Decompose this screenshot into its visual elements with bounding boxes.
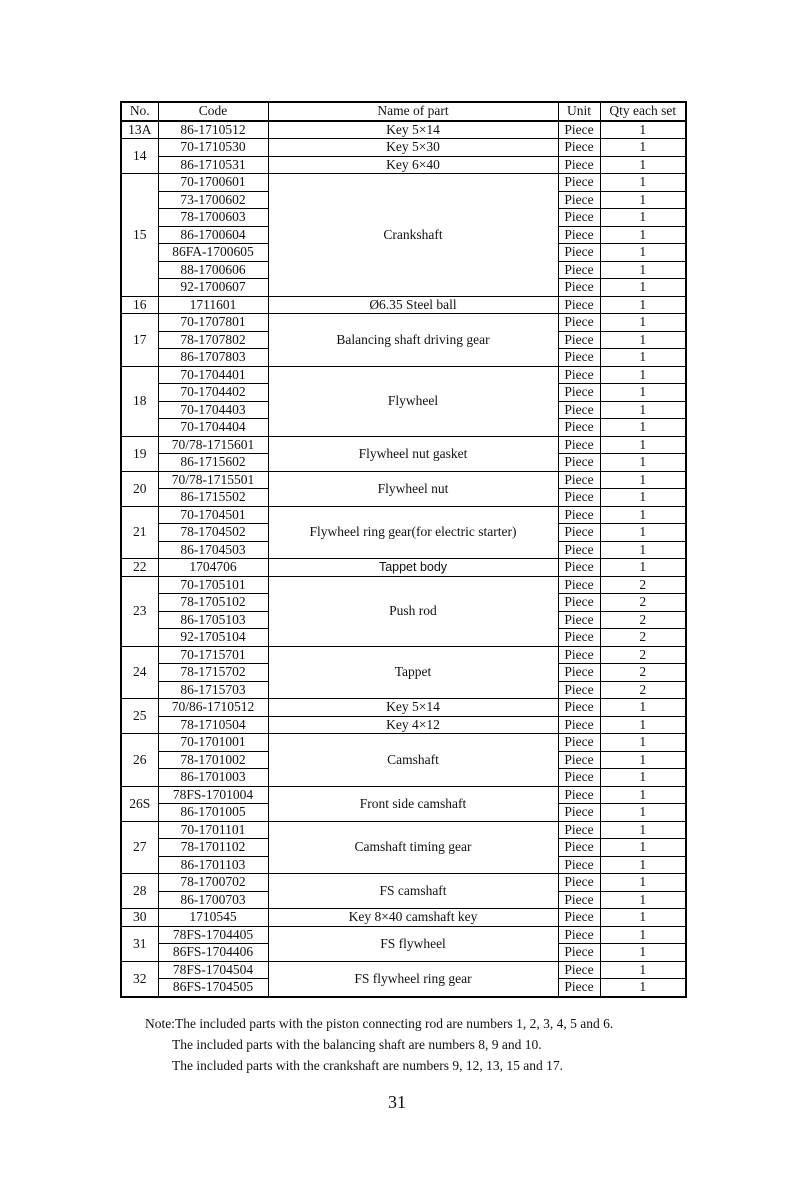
- parts-table: [120, 101, 687, 998]
- cell-qty: 1: [600, 296, 686, 314]
- cell-code: 86-1715703: [158, 681, 268, 699]
- cell-code: 86FS-1704505: [158, 979, 268, 997]
- cell-qty: 1: [600, 436, 686, 454]
- cell-no: 21: [121, 506, 158, 559]
- cell-code: 78-1700603: [158, 209, 268, 227]
- cell-qty: 1: [600, 191, 686, 209]
- cell-qty: 1: [600, 769, 686, 787]
- cell-qty: 1: [600, 524, 686, 542]
- cell-unit: Piece: [558, 874, 600, 892]
- cell-no: 30: [121, 909, 158, 927]
- cell-name: Front side camshaft: [268, 786, 558, 821]
- cell-code: 86-1704503: [158, 541, 268, 559]
- cell-code: 78-1701002: [158, 751, 268, 769]
- table-row: [121, 734, 686, 752]
- header-name: Name of part: [268, 102, 558, 121]
- cell-name: Key 5×14: [268, 121, 558, 139]
- table-row: [121, 156, 686, 174]
- cell-name: Key 8×40 camshaft key: [268, 909, 558, 927]
- cell-code: 78-1715702: [158, 664, 268, 682]
- cell-name: Flywheel: [268, 366, 558, 436]
- cell-code: 86FS-1704406: [158, 944, 268, 962]
- table-row: [121, 314, 686, 332]
- cell-unit: Piece: [558, 944, 600, 962]
- cell-no: 19: [121, 436, 158, 471]
- table-row: [121, 874, 686, 892]
- cell-code: 86-1715602: [158, 454, 268, 472]
- cell-name: Key 5×30: [268, 139, 558, 157]
- cell-qty: 1: [600, 734, 686, 752]
- cell-qty: 1: [600, 261, 686, 279]
- cell-name: Flywheel nut: [268, 471, 558, 506]
- cell-unit: Piece: [558, 891, 600, 909]
- cell-code: 78-1700702: [158, 874, 268, 892]
- cell-name: Camshaft timing gear: [268, 821, 558, 874]
- cell-code: 92-1700607: [158, 279, 268, 297]
- cell-code: 86-1707803: [158, 349, 268, 367]
- cell-code: 70-1707801: [158, 314, 268, 332]
- cell-qty: 1: [600, 786, 686, 804]
- cell-unit: Piece: [558, 961, 600, 979]
- note: [145, 1013, 613, 1076]
- cell-unit: Piece: [558, 226, 600, 244]
- table-row: [121, 646, 686, 664]
- cell-unit: Piece: [558, 314, 600, 332]
- table-row: [121, 909, 686, 927]
- cell-qty: 1: [600, 559, 686, 577]
- cell-no: 26S: [121, 786, 158, 821]
- header-no: No.: [121, 102, 158, 121]
- cell-unit: Piece: [558, 174, 600, 192]
- cell-unit: Piece: [558, 524, 600, 542]
- cell-unit: Piece: [558, 734, 600, 752]
- cell-no: 22: [121, 559, 158, 577]
- cell-name: Crankshaft: [268, 174, 558, 297]
- cell-no: 15: [121, 174, 158, 297]
- cell-no: 20: [121, 471, 158, 506]
- cell-unit: Piece: [558, 926, 600, 944]
- table-header-row: [121, 102, 686, 121]
- cell-qty: 1: [600, 366, 686, 384]
- cell-code: 70-1701101: [158, 821, 268, 839]
- cell-name: Key 6×40: [268, 156, 558, 174]
- cell-qty: 2: [600, 576, 686, 594]
- cell-unit: Piece: [558, 786, 600, 804]
- cell-unit: Piece: [558, 279, 600, 297]
- cell-no: 32: [121, 961, 158, 997]
- cell-name: Flywheel nut gasket: [268, 436, 558, 471]
- cell-name: Push rod: [268, 576, 558, 646]
- cell-qty: 1: [600, 909, 686, 927]
- cell-unit: Piece: [558, 156, 600, 174]
- cell-code: 78-1710504: [158, 716, 268, 734]
- table-row: [121, 576, 686, 594]
- cell-no: 18: [121, 366, 158, 436]
- cell-code: 70/86-1710512: [158, 699, 268, 717]
- note-line: The included parts with the crankshaft are numbers 9, 12, 13, 15 and 17.: [172, 1058, 564, 1073]
- table-row: [121, 716, 686, 734]
- cell-no: 28: [121, 874, 158, 909]
- cell-unit: Piece: [558, 856, 600, 874]
- cell-unit: Piece: [558, 699, 600, 717]
- cell-qty: 1: [600, 961, 686, 979]
- cell-qty: 1: [600, 541, 686, 559]
- cell-code: 73-1700602: [158, 191, 268, 209]
- cell-code: 78FS-1704504: [158, 961, 268, 979]
- table-row: [121, 436, 686, 454]
- cell-unit: Piece: [558, 646, 600, 664]
- cell-name: Balancing shaft driving gear: [268, 314, 558, 367]
- table-row: [121, 961, 686, 979]
- cell-code: 70-1700601: [158, 174, 268, 192]
- cell-unit: Piece: [558, 751, 600, 769]
- cell-unit: Piece: [558, 541, 600, 559]
- header-qty: Qty each set: [600, 102, 686, 121]
- cell-code: 86-1700703: [158, 891, 268, 909]
- cell-unit: Piece: [558, 769, 600, 787]
- cell-name: FS flywheel: [268, 926, 558, 961]
- cell-code: 86-1705103: [158, 611, 268, 629]
- cell-qty: 1: [600, 156, 686, 174]
- cell-unit: Piece: [558, 191, 600, 209]
- cell-name: Flywheel ring gear(for electric starter): [268, 506, 558, 559]
- cell-qty: 2: [600, 664, 686, 682]
- cell-code: 86-1701005: [158, 804, 268, 822]
- cell-unit: Piece: [558, 611, 600, 629]
- cell-unit: Piece: [558, 121, 600, 139]
- cell-qty: 1: [600, 279, 686, 297]
- cell-qty: 1: [600, 209, 686, 227]
- cell-qty: 1: [600, 926, 686, 944]
- cell-qty: 1: [600, 856, 686, 874]
- cell-unit: Piece: [558, 664, 600, 682]
- cell-name: Ø6.35 Steel ball: [268, 296, 558, 314]
- cell-unit: Piece: [558, 804, 600, 822]
- table-row: [121, 121, 686, 139]
- cell-code: 86-1710512: [158, 121, 268, 139]
- table-row: [121, 699, 686, 717]
- cell-unit: Piece: [558, 454, 600, 472]
- cell-code: 1710545: [158, 909, 268, 927]
- cell-unit: Piece: [558, 419, 600, 437]
- cell-qty: 2: [600, 681, 686, 699]
- cell-qty: 1: [600, 716, 686, 734]
- cell-unit: Piece: [558, 139, 600, 157]
- header-code: Code: [158, 102, 268, 121]
- cell-name: Key 4×12: [268, 716, 558, 734]
- cell-name: Camshaft: [268, 734, 558, 787]
- cell-unit: Piece: [558, 559, 600, 577]
- cell-code: 78-1704502: [158, 524, 268, 542]
- table-row: [121, 296, 686, 314]
- cell-no: 23: [121, 576, 158, 646]
- cell-qty: 1: [600, 419, 686, 437]
- table-row: [121, 821, 686, 839]
- cell-unit: Piece: [558, 349, 600, 367]
- cell-name: Key 5×14: [268, 699, 558, 717]
- table-row: [121, 559, 686, 577]
- cell-name: FS camshaft: [268, 874, 558, 909]
- cell-qty: 1: [600, 454, 686, 472]
- cell-qty: 1: [600, 121, 686, 139]
- table-row: [121, 366, 686, 384]
- cell-code: 70-1704401: [158, 366, 268, 384]
- cell-unit: Piece: [558, 681, 600, 699]
- cell-no: 16: [121, 296, 158, 314]
- cell-unit: Piece: [558, 576, 600, 594]
- table-row: [121, 926, 686, 944]
- cell-qty: 1: [600, 331, 686, 349]
- cell-no: 27: [121, 821, 158, 874]
- cell-code: 86-1700604: [158, 226, 268, 244]
- cell-code: 70-1704404: [158, 419, 268, 437]
- cell-unit: Piece: [558, 716, 600, 734]
- cell-code: 86FA-1700605: [158, 244, 268, 262]
- cell-unit: Piece: [558, 331, 600, 349]
- table-row: [121, 139, 686, 157]
- cell-code: 70-1704403: [158, 401, 268, 419]
- cell-unit: Piece: [558, 366, 600, 384]
- cell-qty: 1: [600, 821, 686, 839]
- note-line: Note:The included parts with the piston connecting rod are numbers 1, 2, 3, 4, 5 and 6.: [145, 1016, 614, 1031]
- cell-qty: 1: [600, 349, 686, 367]
- cell-qty: 2: [600, 611, 686, 629]
- table-row: [121, 471, 686, 489]
- cell-qty: 1: [600, 384, 686, 402]
- cell-code: 70-1705101: [158, 576, 268, 594]
- table-row: [121, 174, 686, 192]
- cell-unit: Piece: [558, 384, 600, 402]
- cell-qty: 2: [600, 594, 686, 612]
- cell-qty: 1: [600, 891, 686, 909]
- cell-unit: Piece: [558, 244, 600, 262]
- cell-unit: Piece: [558, 979, 600, 997]
- cell-unit: Piece: [558, 401, 600, 419]
- cell-no: 17: [121, 314, 158, 367]
- cell-qty: 1: [600, 839, 686, 857]
- cell-code: 86-1701003: [158, 769, 268, 787]
- cell-code: 70/78-1715501: [158, 471, 268, 489]
- cell-unit: Piece: [558, 629, 600, 647]
- cell-code: 86-1710531: [158, 156, 268, 174]
- cell-qty: 1: [600, 174, 686, 192]
- cell-unit: Piece: [558, 821, 600, 839]
- cell-code: 92-1705104: [158, 629, 268, 647]
- cell-code: 78-1701102: [158, 839, 268, 857]
- page-number: 31: [388, 1092, 406, 1112]
- cell-unit: Piece: [558, 261, 600, 279]
- cell-qty: 1: [600, 944, 686, 962]
- cell-qty: 1: [600, 751, 686, 769]
- cell-code: 70-1701001: [158, 734, 268, 752]
- cell-code: 78FS-1701004: [158, 786, 268, 804]
- cell-unit: Piece: [558, 506, 600, 524]
- cell-code: 86-1715502: [158, 489, 268, 507]
- cell-no: 13A: [121, 121, 158, 139]
- cell-qty: 1: [600, 489, 686, 507]
- cell-no: 31: [121, 926, 158, 961]
- note-line: The included parts with the balancing shaft are numbers 8, 9 and 10.: [172, 1037, 542, 1052]
- cell-code: 70-1704402: [158, 384, 268, 402]
- table-row: [121, 506, 686, 524]
- cell-qty: 1: [600, 506, 686, 524]
- cell-qty: 2: [600, 629, 686, 647]
- cell-code: 70-1710530: [158, 139, 268, 157]
- cell-code: 78FS-1704405: [158, 926, 268, 944]
- cell-code: 70-1715701: [158, 646, 268, 664]
- cell-name: FS flywheel ring gear: [268, 961, 558, 997]
- cell-qty: 1: [600, 471, 686, 489]
- cell-qty: 1: [600, 804, 686, 822]
- cell-qty: 1: [600, 401, 686, 419]
- cell-qty: 1: [600, 314, 686, 332]
- parts-table-body: [121, 121, 686, 997]
- cell-unit: Piece: [558, 471, 600, 489]
- cell-qty: 1: [600, 226, 686, 244]
- header-unit: Unit: [558, 102, 600, 121]
- cell-code: 86-1701103: [158, 856, 268, 874]
- cell-code: 88-1700606: [158, 261, 268, 279]
- cell-no: 14: [121, 139, 158, 174]
- cell-qty: 2: [600, 646, 686, 664]
- cell-unit: Piece: [558, 909, 600, 927]
- cell-qty: 1: [600, 979, 686, 997]
- cell-code: 78-1705102: [158, 594, 268, 612]
- cell-code: 1704706: [158, 559, 268, 577]
- table-row: [121, 786, 686, 804]
- cell-code: 78-1707802: [158, 331, 268, 349]
- cell-code: 70/78-1715601: [158, 436, 268, 454]
- cell-name: Tappet body: [268, 559, 558, 577]
- cell-unit: Piece: [558, 296, 600, 314]
- cell-unit: Piece: [558, 594, 600, 612]
- cell-no: 25: [121, 699, 158, 734]
- cell-unit: Piece: [558, 489, 600, 507]
- cell-no: 24: [121, 646, 158, 699]
- cell-qty: 1: [600, 874, 686, 892]
- cell-code: 1711601: [158, 296, 268, 314]
- cell-qty: 1: [600, 244, 686, 262]
- cell-code: 70-1704501: [158, 506, 268, 524]
- cell-no: 26: [121, 734, 158, 787]
- cell-qty: 1: [600, 699, 686, 717]
- cell-unit: Piece: [558, 436, 600, 454]
- cell-name: Tappet: [268, 646, 558, 699]
- cell-unit: Piece: [558, 209, 600, 227]
- cell-unit: Piece: [558, 839, 600, 857]
- cell-qty: 1: [600, 139, 686, 157]
